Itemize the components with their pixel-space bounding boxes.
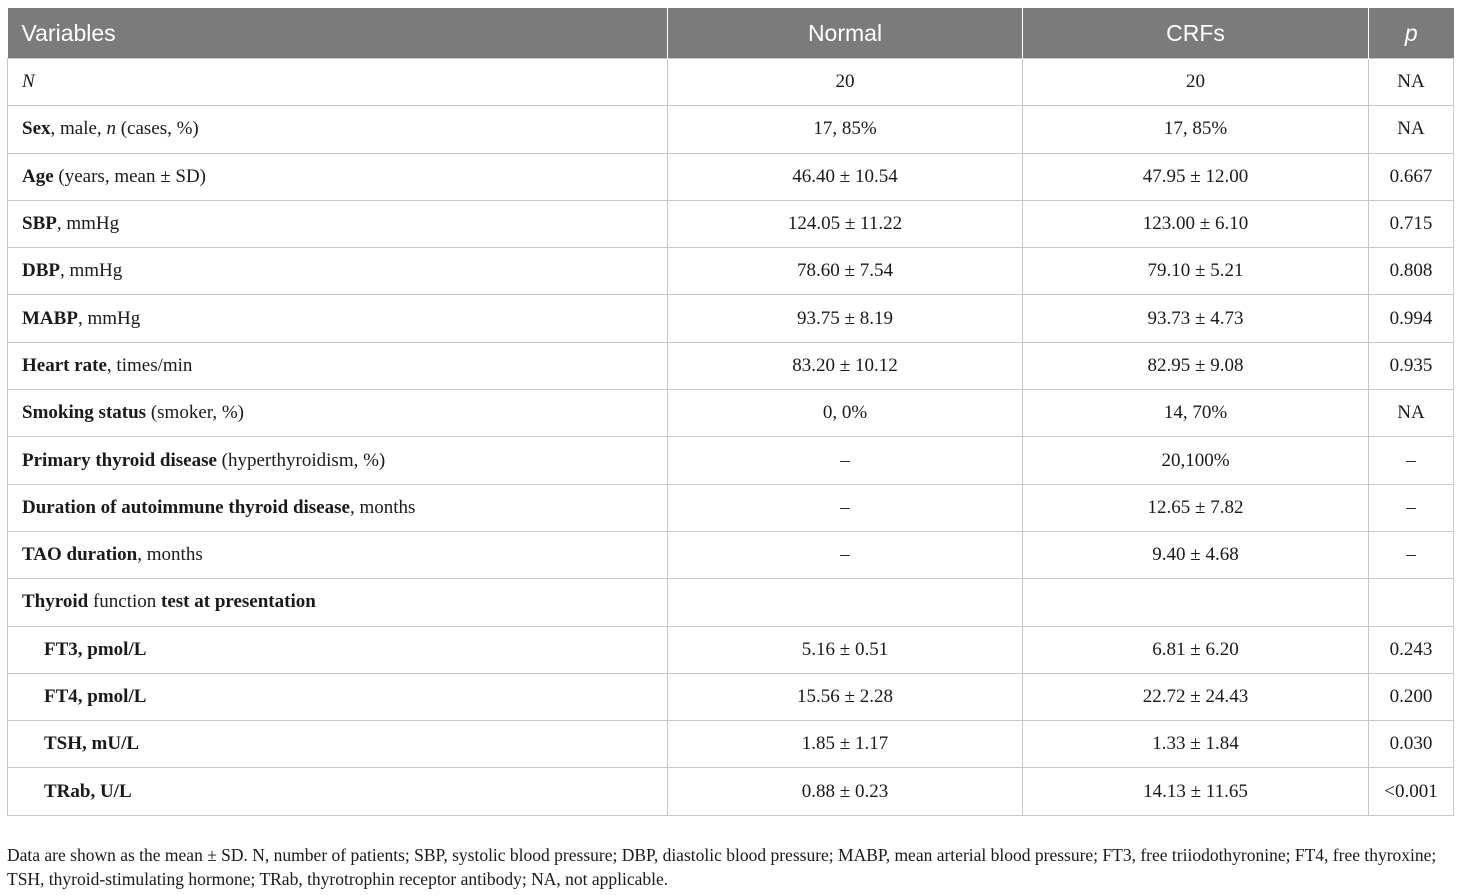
p-value: – — [1369, 437, 1454, 484]
row-label — [8, 437, 668, 484]
characteristics-table — [7, 8, 1454, 816]
normal-value: 124.05 ± 11.22 — [668, 200, 1023, 247]
header-variables: Variables — [8, 8, 668, 59]
label-segment: Sex — [22, 118, 51, 140]
p-value: – — [1369, 531, 1454, 578]
label-segment: Age — [22, 165, 54, 187]
table-header — [8, 8, 1454, 59]
normal-value: – — [668, 437, 1023, 484]
row-label — [8, 673, 668, 720]
table-row — [8, 531, 1454, 578]
label-segment: (cases, %) — [115, 118, 199, 140]
label-segment: SBP — [22, 213, 57, 235]
p-value: 0.200 — [1369, 673, 1454, 720]
normal-value: 0.88 ± 0.23 — [668, 768, 1023, 815]
label-segment: , times/min — [106, 354, 193, 376]
normal-value — [668, 579, 1023, 626]
crfs-value: 14.13 ± 11.65 — [1023, 768, 1369, 815]
p-value: NA — [1369, 106, 1454, 153]
row-label — [8, 484, 668, 531]
row-label — [8, 390, 668, 437]
table-row — [8, 721, 1454, 768]
row-label — [8, 342, 668, 389]
table-row — [8, 248, 1454, 295]
row-label — [8, 768, 668, 815]
table-row — [8, 59, 1454, 106]
label-segment: Thyroid — [22, 591, 89, 613]
normal-value: 1.85 ± 1.17 — [668, 721, 1023, 768]
normal-value: 78.60 ± 7.54 — [668, 248, 1023, 295]
label-segment: , mmHg — [60, 260, 123, 282]
label-segment: , months — [349, 496, 416, 518]
normal-value: 15.56 ± 2.28 — [668, 673, 1023, 720]
normal-value: 20 — [668, 59, 1023, 106]
crfs-value: 123.00 ± 6.10 — [1023, 200, 1369, 247]
row-label — [8, 721, 668, 768]
data-table-container — [7, 8, 1453, 816]
normal-value: 83.20 ± 10.12 — [668, 342, 1023, 389]
table-row — [8, 579, 1454, 626]
table-row — [8, 295, 1454, 342]
table-row — [8, 200, 1454, 247]
label-segment: Smoking status — [22, 402, 147, 424]
row-label — [8, 626, 668, 673]
label-segment: TAO duration — [22, 544, 138, 566]
label-segment: FT3, pmol/L — [44, 638, 147, 660]
table-row — [8, 673, 1454, 720]
label-segment: (hyperthyroidism, %) — [216, 449, 386, 471]
p-value — [1369, 579, 1454, 626]
label-segment: MABP — [22, 307, 78, 329]
p-value: – — [1369, 484, 1454, 531]
row-label — [8, 200, 668, 247]
p-value: 0.994 — [1369, 295, 1454, 342]
header-row — [8, 8, 1454, 59]
header-normal: Normal — [668, 8, 1023, 59]
p-value: 0.935 — [1369, 342, 1454, 389]
row-label — [8, 59, 668, 106]
crfs-value: 22.72 ± 24.43 — [1023, 673, 1369, 720]
row-label — [8, 106, 668, 153]
table-row — [8, 106, 1454, 153]
label-segment: function — [88, 591, 162, 613]
normal-value: 0, 0% — [668, 390, 1023, 437]
crfs-value: 14, 70% — [1023, 390, 1369, 437]
label-segment: TRab, U/L — [44, 780, 132, 802]
label-segment: , months — [137, 544, 203, 566]
label-segment: TSH, mU/L — [44, 733, 140, 755]
table-row — [8, 626, 1454, 673]
header-p-value: p — [1369, 8, 1454, 59]
p-value: <0.001 — [1369, 768, 1454, 815]
table-row — [8, 484, 1454, 531]
normal-value: 93.75 ± 8.19 — [668, 295, 1023, 342]
label-segment: test at presentation — [161, 591, 316, 613]
label-segment: Duration of autoimmune thyroid disease — [22, 496, 350, 518]
row-label — [8, 295, 668, 342]
label-segment: n — [106, 118, 116, 140]
label-segment: N — [22, 71, 35, 93]
p-value: 0.808 — [1369, 248, 1454, 295]
normal-value: 17, 85% — [668, 106, 1023, 153]
p-value: 0.243 — [1369, 626, 1454, 673]
crfs-value: 47.95 ± 12.00 — [1023, 153, 1369, 200]
label-segment: Heart rate — [22, 354, 107, 376]
label-segment: (smoker, %) — [146, 402, 244, 424]
table-row — [8, 768, 1454, 815]
label-segment: , mmHg — [77, 307, 141, 329]
normal-value: – — [668, 531, 1023, 578]
row-label — [8, 248, 668, 295]
crfs-value: 82.95 ± 9.08 — [1023, 342, 1369, 389]
label-segment: FT4, pmol/L — [44, 686, 147, 707]
row-label — [8, 579, 668, 626]
p-value: 0.030 — [1369, 721, 1454, 768]
p-value: 0.715 — [1369, 200, 1454, 247]
p-value: 0.667 — [1369, 153, 1454, 200]
crfs-value: 17, 85% — [1023, 106, 1369, 153]
crfs-value: 1.33 ± 1.84 — [1023, 721, 1369, 768]
crfs-value: 79.10 ± 5.21 — [1023, 248, 1369, 295]
label-segment: Primary thyroid disease — [22, 449, 217, 471]
table-body — [8, 59, 1454, 816]
table-row — [8, 437, 1454, 484]
table-row — [8, 390, 1454, 437]
label-segment: , mmHg — [56, 213, 120, 235]
crfs-value: 20,100% — [1023, 437, 1369, 484]
header-crfs: CRFs — [1023, 8, 1369, 59]
crfs-value: 12.65 ± 7.82 — [1023, 484, 1369, 531]
crfs-value: 9.40 ± 4.68 — [1023, 531, 1369, 578]
crfs-value: 6.81 ± 6.20 — [1023, 626, 1369, 673]
table-row — [8, 342, 1454, 389]
label-segment: , male, — [50, 118, 107, 140]
crfs-value: 93.73 ± 4.73 — [1023, 295, 1369, 342]
p-value: NA — [1369, 59, 1454, 106]
row-label — [8, 153, 668, 200]
label-segment: DBP — [22, 260, 60, 282]
crfs-value — [1023, 579, 1369, 626]
normal-value: 5.16 ± 0.51 — [668, 626, 1023, 673]
p-value: NA — [1369, 390, 1454, 437]
normal-value: – — [668, 484, 1023, 531]
table-footnote: Data are shown as the mean ± SD. N, number of patients; SBP, systolic blood pressure; DBP, diastolic blood pressure; MABP, mean arterial blood pressure; FT3, free triiodothyronine; FT4, free thyroxine; TSH, thyroid-stimulating hormone; TRab, thyrotrophin receptor antibody; NA, not applicable. — [7, 845, 1437, 889]
table-row — [8, 153, 1454, 200]
row-label — [8, 531, 668, 578]
label-segment: (years, mean ± SD) — [53, 165, 207, 187]
normal-value: 46.40 ± 10.54 — [668, 153, 1023, 200]
crfs-value: 20 — [1023, 59, 1369, 106]
